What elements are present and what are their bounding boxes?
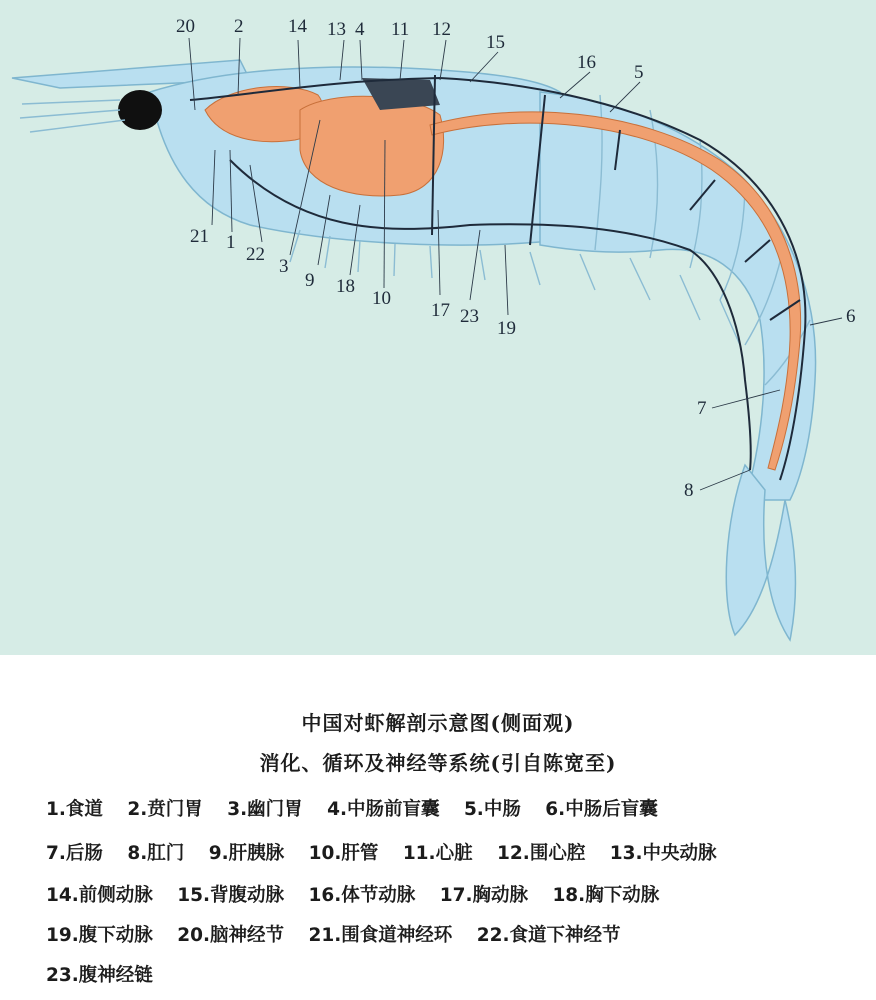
- legend-item: 9.肝胰脉: [208, 843, 285, 864]
- callout-14: 14: [288, 16, 307, 37]
- eye: [118, 90, 162, 130]
- legend-item: 3.幽门胃: [227, 799, 303, 820]
- callout-1: 1: [226, 232, 236, 253]
- legend-row-3: [46, 881, 866, 907]
- callout-22: 22: [246, 244, 265, 265]
- legend-row-1: [46, 795, 866, 821]
- legend-row-4: [46, 921, 866, 947]
- legend-item: 11.心脏: [402, 843, 473, 864]
- callout-8: 8: [684, 480, 694, 501]
- callout-16: 16: [577, 52, 596, 73]
- legend-item: 10.肝管: [308, 843, 379, 864]
- legend-row-2: [46, 839, 866, 865]
- legend-item: 20.脑神经节: [177, 925, 285, 946]
- legend-item: 12.围心腔: [497, 843, 586, 864]
- callout-15: 15: [486, 32, 505, 53]
- callout-23: 23: [460, 306, 479, 327]
- legend-item: 21.围食道神经环: [308, 925, 453, 946]
- legend-item: 13.中央动脉: [609, 843, 717, 864]
- callout-20: 20: [176, 16, 195, 37]
- legend-item: 19.腹下动脉: [46, 925, 153, 946]
- hepatopancreas: [300, 96, 444, 196]
- callout-18: 18: [336, 276, 355, 297]
- legend-item: 8.肛门: [127, 843, 185, 864]
- callout-7: 7: [697, 398, 707, 419]
- callout-21: 21: [190, 226, 209, 247]
- legend-item: 14.前侧动脉: [46, 885, 153, 906]
- legend-item: 15.背腹动脉: [177, 885, 285, 906]
- legend-item: 23.腹神经链: [46, 965, 153, 986]
- callout-3: 3: [279, 256, 289, 277]
- legend-item: 6.中肠后盲囊: [545, 799, 658, 820]
- callout-12: 12: [432, 19, 451, 40]
- caption-block: [0, 655, 876, 1000]
- legend-item: 17.胸动脉: [439, 885, 528, 906]
- legend-item: 18.胸下动脉: [552, 885, 660, 906]
- callout-19: 19: [497, 318, 516, 339]
- callout-13: 13: [327, 19, 346, 40]
- legend-item: 16.体节动脉: [308, 885, 416, 906]
- caption-title-line1: 中国对虾解剖示意图(侧面观): [301, 711, 575, 735]
- legend-row-5: [46, 961, 866, 987]
- callout-11: 11: [391, 19, 410, 40]
- legend-item: 5.中肠: [463, 799, 521, 820]
- legend-item: 7.后肠: [46, 843, 103, 864]
- legend-item: 1.食道: [46, 799, 103, 820]
- legend-item: 4.中肠前盲囊: [327, 799, 440, 820]
- callout-6: 6: [846, 306, 856, 327]
- callout-17: 17: [431, 300, 450, 321]
- callout-4: 4: [355, 19, 365, 40]
- callout-2: 2: [234, 16, 244, 37]
- legend-item: 22.食道下神经节: [476, 925, 621, 946]
- callout-9: 9: [305, 270, 315, 291]
- callout-5: 5: [634, 62, 644, 83]
- callout-10: 10: [372, 288, 391, 309]
- legend-item: 2.贲门胃: [127, 799, 203, 820]
- caption-title-line2: 消化、循环及神经等系统(引自陈宽至): [259, 751, 617, 775]
